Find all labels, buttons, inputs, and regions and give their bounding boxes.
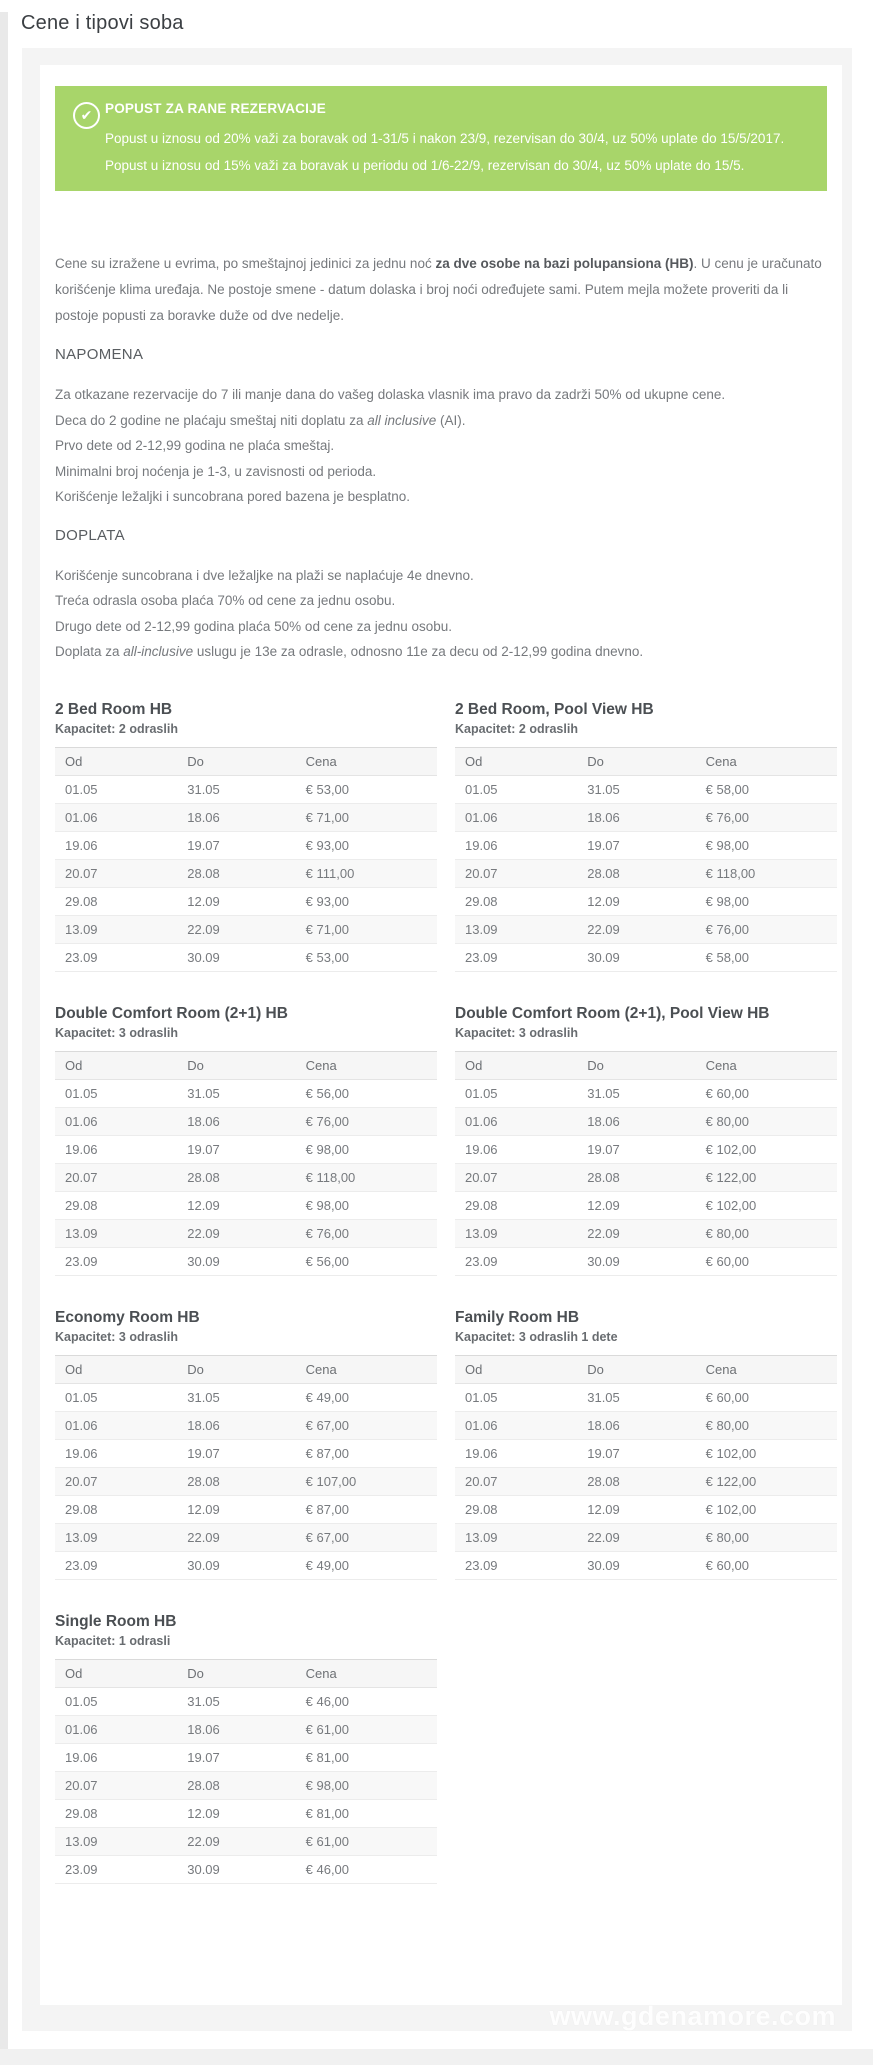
- price-table: [55, 747, 437, 972]
- price-row: [55, 1855, 437, 1883]
- price-cell: € 102,00: [696, 1191, 837, 1219]
- table-header-row: [455, 1051, 837, 1079]
- date-to-cell: 12.09: [177, 1799, 295, 1827]
- price-row: [455, 1247, 837, 1275]
- room-price-table-block: [55, 1309, 437, 1580]
- price-row: [55, 1439, 437, 1467]
- note-line: Minimalni broj noćenja je 1-3, u zavisnosti od perioda.: [55, 463, 377, 479]
- price-cell: € 107,00: [296, 1467, 437, 1495]
- date-from-cell: 19.06: [455, 1135, 577, 1163]
- price-row: [55, 1523, 437, 1551]
- doplata-heading: DOPLATA: [55, 526, 125, 544]
- room-title: Single Room HB: [55, 1612, 177, 1630]
- price-cell: € 56,00: [296, 1079, 437, 1107]
- price-row: [55, 915, 437, 943]
- date-from-cell: 23.09: [55, 943, 177, 971]
- table-header-cell: Cena: [296, 1355, 437, 1383]
- price-row: [455, 775, 837, 803]
- room-tables-grid: [55, 701, 827, 1884]
- price-cell: € 76,00: [696, 915, 837, 943]
- check-circle-icon: ✔: [73, 102, 100, 129]
- price-cell: € 93,00: [296, 887, 437, 915]
- content-card: [40, 65, 842, 2005]
- price-row: [455, 1219, 837, 1247]
- note-line: Deca do 2 godine ne plaćaju smeštaj niti doplatu za all inclusive (AI).: [55, 412, 466, 428]
- date-from-cell: 19.06: [455, 831, 577, 859]
- date-from-cell: 13.09: [455, 1523, 577, 1551]
- price-cell: € 46,00: [296, 1855, 437, 1883]
- table-header-row: [455, 1355, 837, 1383]
- price-cell: € 56,00: [296, 1247, 437, 1275]
- date-to-cell: 18.06: [177, 803, 295, 831]
- price-cell: € 80,00: [696, 1411, 837, 1439]
- table-header-cell: Cena: [696, 1355, 837, 1383]
- price-cell: € 53,00: [296, 775, 437, 803]
- date-to-cell: 19.07: [177, 1439, 295, 1467]
- price-row: [55, 1743, 437, 1771]
- price-cell: € 118,00: [696, 859, 837, 887]
- table-header-cell: Od: [55, 1659, 177, 1687]
- price-cell: € 118,00: [296, 1163, 437, 1191]
- date-from-cell: 13.09: [455, 1219, 577, 1247]
- date-to-cell: 30.09: [177, 943, 295, 971]
- page-footer-strip: [0, 2049, 873, 2065]
- date-from-cell: 01.05: [455, 775, 577, 803]
- price-cell: € 87,00: [296, 1439, 437, 1467]
- date-from-cell: 01.05: [55, 1383, 177, 1411]
- date-to-cell: 19.07: [177, 831, 295, 859]
- price-cell: € 102,00: [696, 1439, 837, 1467]
- table-header-row: [55, 747, 437, 775]
- room-title: Family Room HB: [455, 1308, 580, 1326]
- price-row: [55, 1079, 437, 1107]
- date-to-cell: 31.05: [177, 775, 295, 803]
- price-table: [55, 1659, 437, 1884]
- price-table: [455, 747, 837, 972]
- date-to-cell: 22.09: [177, 915, 295, 943]
- date-to-cell: 18.06: [177, 1715, 295, 1743]
- napomena-heading: NAPOMENA: [55, 346, 144, 363]
- content-panel: [22, 48, 852, 2031]
- price-row: [55, 1687, 437, 1715]
- date-from-cell: 23.09: [455, 943, 577, 971]
- price-cell: € 60,00: [696, 1383, 837, 1411]
- doplata-list: [55, 563, 827, 665]
- price-row: [455, 943, 837, 971]
- table-header-cell: Cena: [696, 747, 837, 775]
- price-row: [55, 1495, 437, 1523]
- date-to-cell: 30.09: [177, 1855, 295, 1883]
- price-cell: € 58,00: [696, 775, 837, 803]
- room-title: 2 Bed Room HB: [55, 700, 173, 718]
- room-capacity: Kapacitet: 2 odraslih: [55, 721, 178, 736]
- date-to-cell: 28.08: [177, 1771, 295, 1799]
- date-to-cell: 31.05: [177, 1079, 295, 1107]
- price-cell: € 87,00: [296, 1495, 437, 1523]
- price-row: [55, 775, 437, 803]
- date-to-cell: 12.09: [177, 887, 295, 915]
- price-row: [455, 1079, 837, 1107]
- date-from-cell: 20.07: [455, 859, 577, 887]
- price-row: [55, 1191, 437, 1219]
- date-to-cell: 18.06: [177, 1107, 295, 1135]
- date-from-cell: 01.06: [55, 1411, 177, 1439]
- price-row: [455, 1107, 837, 1135]
- table-header-cell: Do: [177, 1355, 295, 1383]
- date-to-cell: 12.09: [577, 887, 695, 915]
- table-header-cell: Cena: [296, 1051, 437, 1079]
- date-from-cell: 01.05: [55, 1687, 177, 1715]
- price-row: [55, 1135, 437, 1163]
- date-from-cell: 19.06: [55, 1743, 177, 1771]
- room-capacity: Kapacitet: 3 odraslih: [55, 1329, 178, 1344]
- date-from-cell: 20.07: [455, 1467, 577, 1495]
- date-from-cell: 01.06: [55, 803, 177, 831]
- price-cell: € 53,00: [296, 943, 437, 971]
- date-to-cell: 18.06: [577, 1411, 695, 1439]
- date-to-cell: 22.09: [177, 1219, 295, 1247]
- early-booking-discount-banner: [55, 86, 827, 191]
- price-table: [455, 1355, 837, 1580]
- room-capacity: Kapacitet: 3 odraslih: [55, 1025, 178, 1040]
- price-table: [55, 1355, 437, 1580]
- date-from-cell: 01.06: [55, 1107, 177, 1135]
- intro-paragraph: Cene su izražene u evrima, po smeštajnoj jedinici za jednu noć za dve osobe na bazi polupansiona (HB). U cenu je uračunato korišćenje klima uređaja. Ne postoje smene - datum dolaska i broj noći određujete sami. Putem mejla možete proveriti da li postoje popusti za boravke duže od dve nedelje.: [55, 256, 822, 323]
- price-cell: € 80,00: [696, 1523, 837, 1551]
- date-to-cell: 22.09: [577, 915, 695, 943]
- date-to-cell: 28.08: [177, 1163, 295, 1191]
- date-from-cell: 01.06: [455, 1107, 577, 1135]
- date-to-cell: 31.05: [577, 1383, 695, 1411]
- date-to-cell: 28.08: [577, 1467, 695, 1495]
- room-capacity: Kapacitet: 1 odrasli: [55, 1633, 171, 1648]
- date-from-cell: 23.09: [455, 1247, 577, 1275]
- date-to-cell: 22.09: [577, 1523, 695, 1551]
- banner-icon-column: [67, 99, 105, 179]
- date-to-cell: 19.07: [577, 1135, 695, 1163]
- date-to-cell: 30.09: [577, 943, 695, 971]
- price-row: [55, 1799, 437, 1827]
- table-header-cell: Cena: [696, 1051, 837, 1079]
- price-cell: € 71,00: [296, 803, 437, 831]
- date-from-cell: 20.07: [455, 1163, 577, 1191]
- date-to-cell: 28.08: [577, 859, 695, 887]
- date-from-cell: 23.09: [55, 1551, 177, 1579]
- price-row: [55, 1827, 437, 1855]
- table-header-cell: Cena: [296, 747, 437, 775]
- price-cell: € 98,00: [296, 1191, 437, 1219]
- price-cell: € 122,00: [696, 1163, 837, 1191]
- table-header-cell: Od: [55, 1051, 177, 1079]
- price-row: [455, 1467, 837, 1495]
- date-from-cell: 01.05: [55, 1079, 177, 1107]
- price-row: [55, 1219, 437, 1247]
- date-from-cell: 20.07: [55, 1467, 177, 1495]
- price-row: [455, 1163, 837, 1191]
- table-header-row: [55, 1355, 437, 1383]
- table-header-cell: Od: [55, 747, 177, 775]
- room-title: Double Comfort Room (2+1) HB: [55, 1004, 288, 1022]
- date-from-cell: 01.06: [55, 1715, 177, 1743]
- date-to-cell: 22.09: [577, 1219, 695, 1247]
- price-cell: € 80,00: [696, 1107, 837, 1135]
- date-from-cell: 29.08: [55, 887, 177, 915]
- napomena-list: [55, 382, 827, 510]
- price-row: [55, 1247, 437, 1275]
- note-line: Za otkazane rezervacije do 7 ili manje dana do vašeg dolaska vlasnik ima pravo da zadrži 50% od ukupne cene.: [55, 387, 726, 402]
- table-header-cell: Do: [577, 1051, 695, 1079]
- date-to-cell: 31.05: [177, 1383, 295, 1411]
- date-from-cell: 29.08: [455, 1191, 577, 1219]
- date-to-cell: 28.08: [177, 1467, 295, 1495]
- date-from-cell: 13.09: [455, 915, 577, 943]
- price-cell: € 71,00: [296, 915, 437, 943]
- table-header-cell: Do: [177, 747, 295, 775]
- date-to-cell: 19.07: [177, 1135, 295, 1163]
- room-price-table-block: [455, 1005, 837, 1276]
- room-price-table-block: [455, 1309, 837, 1580]
- note-line: Korišćenje ležaljki i suncobrana pored bazena je besplatno.: [55, 489, 410, 504]
- date-to-cell: 19.07: [577, 831, 695, 859]
- date-from-cell: 19.06: [455, 1439, 577, 1467]
- table-header-cell: Od: [55, 1355, 177, 1383]
- price-cell: € 81,00: [296, 1743, 437, 1771]
- price-cell: € 111,00: [296, 859, 437, 887]
- price-row: [55, 1771, 437, 1799]
- room-price-table-block: [55, 701, 437, 972]
- table-header-cell: Od: [455, 1051, 577, 1079]
- table-header-cell: Do: [177, 1659, 295, 1687]
- price-cell: € 102,00: [696, 1495, 837, 1523]
- date-from-cell: 19.06: [55, 1135, 177, 1163]
- date-to-cell: 18.06: [577, 1107, 695, 1135]
- note-line: Treća odrasla osoba plaća 70% od cene za jednu osobu.: [55, 593, 396, 608]
- price-row: [55, 1107, 437, 1135]
- date-from-cell: 29.08: [455, 1495, 577, 1523]
- price-row: [55, 1467, 437, 1495]
- table-header-cell: Do: [577, 747, 695, 775]
- price-row: [455, 887, 837, 915]
- price-cell: € 67,00: [296, 1411, 437, 1439]
- price-cell: € 61,00: [296, 1827, 437, 1855]
- table-header-row: [55, 1051, 437, 1079]
- price-cell: € 76,00: [696, 803, 837, 831]
- date-from-cell: 13.09: [55, 915, 177, 943]
- note-line: Drugo dete od 2-12,99 godina plaća 50% od cene za jednu osobu.: [55, 618, 453, 634]
- price-cell: € 46,00: [296, 1687, 437, 1715]
- date-from-cell: 29.08: [55, 1191, 177, 1219]
- date-to-cell: 30.09: [577, 1551, 695, 1579]
- price-cell: € 80,00: [696, 1219, 837, 1247]
- date-from-cell: 19.06: [55, 1439, 177, 1467]
- table-header-cell: Od: [455, 747, 577, 775]
- price-row: [55, 887, 437, 915]
- date-from-cell: 01.05: [55, 775, 177, 803]
- room-price-table-block: [55, 1005, 437, 1276]
- date-to-cell: 22.09: [177, 1523, 295, 1551]
- price-row: [455, 1383, 837, 1411]
- date-to-cell: 30.09: [577, 1247, 695, 1275]
- date-to-cell: 31.05: [577, 775, 695, 803]
- banner-body: [105, 99, 811, 179]
- price-cell: € 60,00: [696, 1079, 837, 1107]
- price-row: [455, 803, 837, 831]
- date-from-cell: 23.09: [55, 1247, 177, 1275]
- price-row: [455, 915, 837, 943]
- price-row: [455, 1495, 837, 1523]
- date-from-cell: 01.06: [455, 803, 577, 831]
- date-to-cell: 28.08: [177, 859, 295, 887]
- price-cell: € 93,00: [296, 831, 437, 859]
- price-row: [55, 831, 437, 859]
- price-cell: € 98,00: [696, 831, 837, 859]
- date-from-cell: 13.09: [55, 1827, 177, 1855]
- price-row: [55, 1715, 437, 1743]
- date-from-cell: 20.07: [55, 859, 177, 887]
- date-to-cell: 19.07: [577, 1439, 695, 1467]
- price-cell: € 81,00: [296, 1799, 437, 1827]
- date-to-cell: 22.09: [177, 1827, 295, 1855]
- price-row: [455, 1191, 837, 1219]
- date-to-cell: 12.09: [577, 1495, 695, 1523]
- price-cell: € 76,00: [296, 1219, 437, 1247]
- room-capacity: Kapacitet: 3 odraslih: [455, 1025, 578, 1040]
- date-to-cell: 12.09: [577, 1191, 695, 1219]
- date-from-cell: 20.07: [55, 1163, 177, 1191]
- price-row: [455, 831, 837, 859]
- date-to-cell: 12.09: [177, 1495, 295, 1523]
- price-cell: € 58,00: [696, 943, 837, 971]
- banner-discount-line: Popust u iznosu od 15% važi za boravak u periodu od 1/6-22/9, rezervisan do 30/4, uz 50% uplate do 15/5.: [105, 158, 745, 173]
- price-table: [455, 1051, 837, 1276]
- table-header-row: [55, 1659, 437, 1687]
- date-to-cell: 12.09: [177, 1191, 295, 1219]
- price-row: [55, 1411, 437, 1439]
- date-to-cell: 31.05: [577, 1079, 695, 1107]
- room-price-table-block: [55, 1613, 437, 1884]
- date-from-cell: 23.09: [55, 1855, 177, 1883]
- price-row: [55, 1551, 437, 1579]
- room-capacity: Kapacitet: 2 odraslih: [455, 721, 578, 736]
- table-header-cell: Do: [577, 1355, 695, 1383]
- price-cell: € 49,00: [296, 1383, 437, 1411]
- room-title: Double Comfort Room (2+1), Pool View HB: [455, 1004, 770, 1022]
- date-from-cell: 13.09: [55, 1219, 177, 1247]
- price-cell: € 76,00: [296, 1107, 437, 1135]
- date-to-cell: 30.09: [177, 1551, 295, 1579]
- page-left-gutter: [0, 12, 8, 2065]
- price-cell: € 60,00: [696, 1247, 837, 1275]
- watermark: www.gdenamore.com: [549, 2001, 836, 2031]
- price-cell: € 60,00: [696, 1551, 837, 1579]
- date-to-cell: 30.09: [177, 1247, 295, 1275]
- date-to-cell: 28.08: [577, 1163, 695, 1191]
- note-line: Korišćenje suncobrana i dve ležaljke na plaži se naplaćuje 4e dnevno.: [55, 567, 474, 583]
- price-row: [455, 859, 837, 887]
- room-title: Economy Room HB: [55, 1308, 200, 1326]
- date-from-cell: 29.08: [455, 887, 577, 915]
- date-from-cell: 29.08: [55, 1495, 177, 1523]
- price-cell: € 98,00: [296, 1135, 437, 1163]
- price-row: [455, 1523, 837, 1551]
- price-row: [55, 1163, 437, 1191]
- room-title: 2 Bed Room, Pool View HB: [455, 700, 654, 718]
- price-row: [55, 859, 437, 887]
- price-cell: € 98,00: [696, 887, 837, 915]
- price-cell: € 98,00: [296, 1771, 437, 1799]
- price-row: [55, 803, 437, 831]
- banner-discount-line: Popust u iznosu od 20% važi za boravak od 1-31/5 i nakon 23/9, rezervisan do 30/4, uz 50% uplate do 15/5/2017.: [105, 131, 785, 146]
- price-cell: € 49,00: [296, 1551, 437, 1579]
- date-from-cell: 01.05: [455, 1079, 577, 1107]
- price-table: [55, 1051, 437, 1276]
- date-to-cell: 31.05: [177, 1687, 295, 1715]
- date-from-cell: 29.08: [55, 1799, 177, 1827]
- table-header-cell: Cena: [296, 1659, 437, 1687]
- price-cell: € 67,00: [296, 1523, 437, 1551]
- date-to-cell: 18.06: [577, 803, 695, 831]
- price-cell: € 102,00: [696, 1135, 837, 1163]
- table-header-cell: Do: [177, 1051, 295, 1079]
- price-row: [455, 1551, 837, 1579]
- price-cell: € 61,00: [296, 1715, 437, 1743]
- table-header-cell: Od: [455, 1355, 577, 1383]
- price-row: [55, 1383, 437, 1411]
- date-from-cell: 20.07: [55, 1771, 177, 1799]
- page-title: Cene i tipovi soba: [21, 12, 184, 34]
- date-from-cell: 13.09: [55, 1523, 177, 1551]
- price-row: [455, 1411, 837, 1439]
- date-to-cell: 19.07: [177, 1743, 295, 1771]
- table-header-row: [455, 747, 837, 775]
- price-row: [55, 943, 437, 971]
- price-row: [455, 1135, 837, 1163]
- date-to-cell: 18.06: [177, 1411, 295, 1439]
- date-from-cell: 01.05: [455, 1383, 577, 1411]
- note-line: Doplata za all-inclusive uslugu je 13e za odrasle, odnosno 11e za decu od 2-12,99 godina dnevno.: [55, 644, 644, 659]
- price-row: [455, 1439, 837, 1467]
- note-line: Prvo dete od 2-12,99 godina ne plaća smeštaj.: [55, 438, 335, 453]
- price-cell: € 122,00: [696, 1467, 837, 1495]
- room-capacity: Kapacitet: 3 odraslih 1 dete: [455, 1329, 618, 1344]
- date-from-cell: 01.06: [455, 1411, 577, 1439]
- date-from-cell: 23.09: [455, 1551, 577, 1579]
- date-from-cell: 19.06: [55, 831, 177, 859]
- room-price-table-block: [455, 701, 837, 972]
- banner-title: POPUST ZA RANE REZERVACIJE: [105, 101, 326, 116]
